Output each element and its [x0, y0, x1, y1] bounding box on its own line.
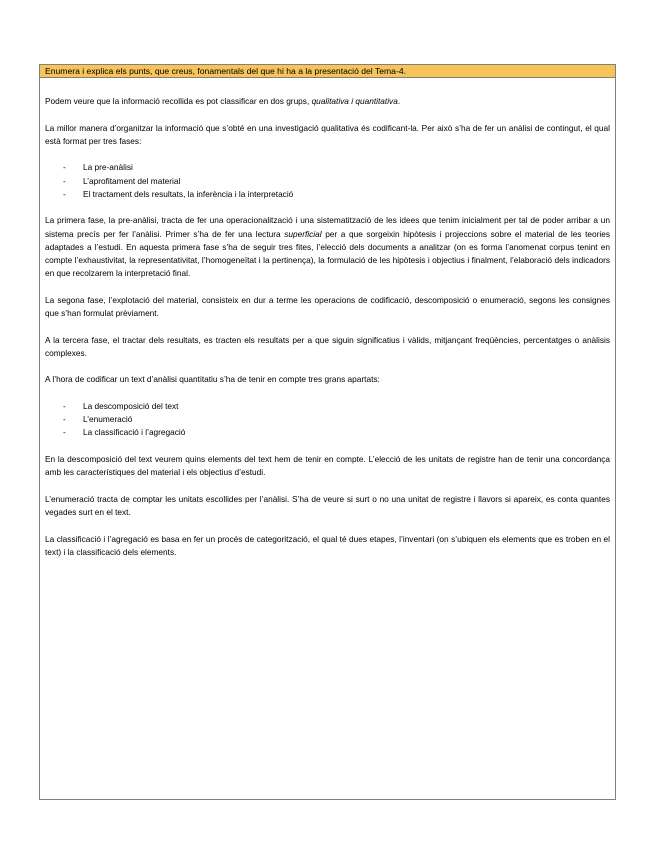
paragraph-second-phase: La segona fase, l’explotació del material, consisteix en dur a terme les operacions de codificació, descomposició o enumeració, segons les consignes que s’han formulat prèviament.: [45, 294, 610, 318]
sections-list: [45, 400, 610, 440]
paragraph-first-phase: [45, 214, 610, 280]
text-span: Podem veure que la informació recollida es pot classificar en dos grups,: [45, 96, 312, 106]
text-span: .: [397, 96, 401, 106]
paragraph-quantitative: A l’hora de codificar un text d’anàlisi quantitatiu s’ha de tenir en compte tres grans apartats:: [45, 374, 380, 385]
list-item: - El tractament dels resultats, la inferència i la interpretació: [45, 188, 610, 201]
list-item: - La pre-anàlisi: [45, 161, 610, 174]
list-item: - La descomposició del text: [45, 400, 610, 413]
text-span: La primera fase, la pre-anàlisi, tracta de fer una operacionalització i una sistematització de les idees que tenim inicialment per tal de poder arribar a un sistema precís per fer l’anàlisi. Primer s’ha de fer una lectura: [45, 215, 610, 239]
paragraph-enumeration: L’enumeració tracta de comptar les unitats escollides per l’anàlisi. S’ha de veure si surt o no una unitat de registre i llavors si apareix, es conta quantes vegades surt en el text.: [45, 493, 610, 517]
paragraph-third-phase: A la tercera fase, el tractar dels resultats, es tracten els resultats per a que siguin significatius i vàlids, mitjançant freqüències, percentatges o anàlisis complexes.: [45, 334, 610, 358]
list-item: - La classificació i l’agregació: [45, 426, 610, 439]
list-item: - L’enumeració: [45, 413, 610, 426]
paragraph-decomposition: En la descomposició del text veurem quins elements del text hem de tenir en compte. L’elecció de les unitats de registre han de tenir una concordança amb les característiques del material i els objectius d’estudi.: [45, 453, 610, 478]
answer-content: [45, 95, 610, 572]
question-header: Enumera i explica els punts, que creus, fonamentals del que hi ha a la presentació del Tema-4.: [40, 65, 615, 78]
paragraph-coding: La millor manera d’organitzar la informació que s’obté en una investigació qualitativa és codificant-la. Per això s’ha de fer un anàlisi de contingut, el qual està format per tres fases:: [45, 122, 610, 146]
emphasis-text: superficial: [284, 228, 322, 239]
list-item: - L’aprofitament del material: [45, 175, 610, 188]
text-span: per a que sorgeixin hipòtesis i projeccions sobre el material de les teories adaptades a l’estudi. En aquesta primera fase s’ha de seguir tres fites, l’elecció dels documents a analitzar (on es forma l’anomenat corpus tenint en compte l’exhaustivitat, la representativitat, l’homogeneïtat i la pertinença), la formulació de les hipòtesis i objectius i finalment, l’elaboració dels indicadors en que recolzarem la interpretació final.: [45, 228, 611, 279]
phases-list: [45, 161, 610, 201]
emphasis-text: qualitativa i quantitativa: [311, 96, 398, 106]
paragraph-intro: [45, 95, 610, 108]
answer-box: [39, 64, 616, 800]
paragraph-classification: La classificació i l’agregació es basa en fer un procés de categorització, el qual té dues etapes, l’inventari (on s’ubiquen els elements que es troben en el text) i la classificació dels elements.: [45, 533, 610, 557]
